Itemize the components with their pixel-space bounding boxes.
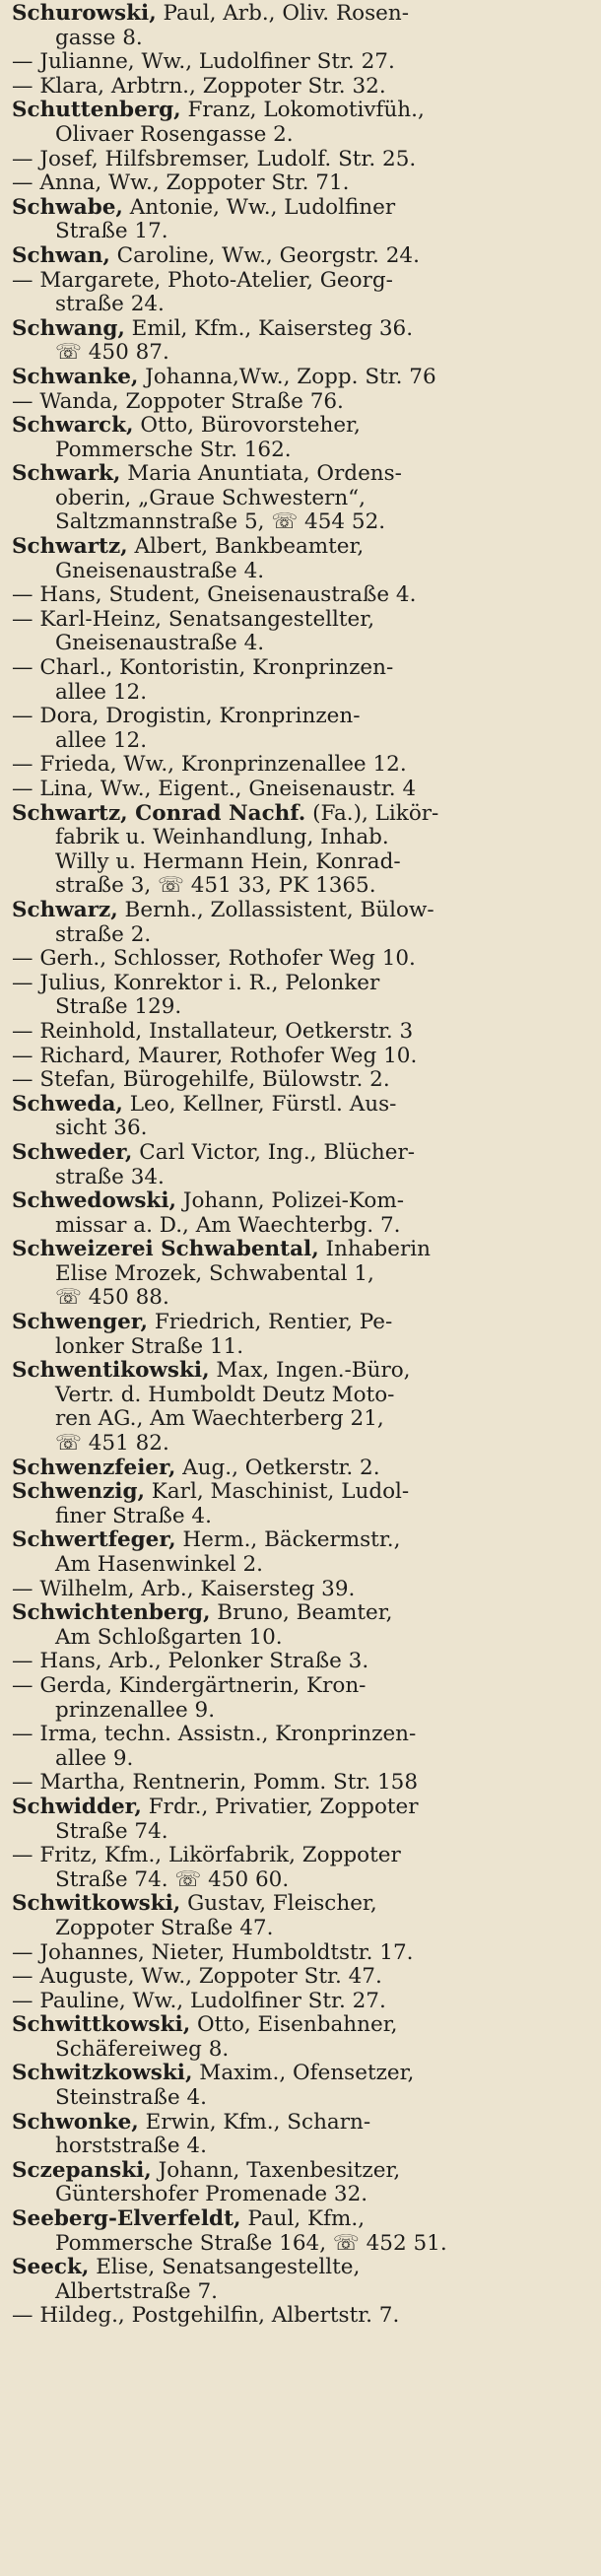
entry-continuation-line: Straße 129. xyxy=(55,994,182,1020)
entry-details: — Hans, Student, Gneisenaustraße 4. xyxy=(12,582,417,608)
entry-continuation-line: Vertr. d. Humboldt Deutz Moto- xyxy=(55,1382,395,1407)
entry-first-line xyxy=(12,753,587,778)
entry-first-line xyxy=(12,778,587,802)
entry-details: Paul, Arb., Oliv. Rosen- xyxy=(156,1,409,26)
entry-details: Friedrich, Rentier, Pe- xyxy=(148,1310,393,1335)
entry-continuation-line: allee 12. xyxy=(55,727,148,753)
directory-entry xyxy=(12,1093,587,1141)
directory-entry xyxy=(12,1844,587,1892)
directory-entry xyxy=(12,1068,587,1093)
entry-first-line xyxy=(12,608,587,633)
entry-first-line xyxy=(12,1601,587,1626)
entry-first-line xyxy=(12,75,587,100)
directory-entry xyxy=(12,1020,587,1045)
entry-continuation-line: Straße 17. xyxy=(55,219,168,244)
entry-details: Johann, Taxenbesitzer, xyxy=(151,2157,401,2183)
entry-continuation-line: gasse 8. xyxy=(55,25,143,50)
entry-details: — Johannes, Nieter, Humboldtstr. 17. xyxy=(12,1939,414,1965)
directory-entry xyxy=(12,2013,587,2062)
entry-details: Johann, Polizei-Kom- xyxy=(175,1188,404,1214)
entry-continuation-line: Gneisenaustraße 4. xyxy=(55,558,265,583)
entry-first-line xyxy=(12,899,587,923)
entry-surname: Schweizerei Schwabental, xyxy=(12,1237,319,1262)
entry-details: Caroline, Ww., Georgstr. 24. xyxy=(109,242,420,268)
entry-surname: Schwanke, xyxy=(12,364,139,389)
entry-surname: Schwonke, xyxy=(12,2109,139,2135)
entry-surname: Schwan, xyxy=(12,242,110,268)
entry-details: — Julianne, Ww., Ludolfiner Str. 27. xyxy=(12,49,395,75)
directory-entry xyxy=(12,583,587,608)
entry-details: Bernh., Zollassistent, Bülow- xyxy=(117,897,434,922)
entry-continuation-line: Elise Mrozek, Schwabental 1, xyxy=(55,1260,374,1286)
directory-entry xyxy=(12,1892,587,1940)
entry-first-line xyxy=(12,535,587,560)
entry-first-line xyxy=(12,2256,587,2280)
directory-entry xyxy=(12,1480,587,1528)
entry-first-line xyxy=(12,1020,587,1045)
entry-first-line xyxy=(12,2111,587,2135)
directory-entry xyxy=(12,244,587,269)
entry-first-line xyxy=(12,317,587,342)
directory-entry xyxy=(12,972,587,1020)
entry-first-line xyxy=(12,244,587,269)
entry-first-line xyxy=(12,1650,587,1674)
entry-first-line xyxy=(12,583,587,608)
entry-first-line xyxy=(12,802,587,827)
entry-first-line xyxy=(12,972,587,996)
directory-entry xyxy=(12,2111,587,2159)
directory-entry xyxy=(12,1528,587,1577)
entry-surname: Schwitkowski, xyxy=(12,1891,181,1917)
entry-details: — Klara, Arbtrn., Zoppoter Str. 32. xyxy=(12,73,386,99)
entry-details: — Gerh., Schlosser, Rothofer Weg 10. xyxy=(12,946,416,972)
entry-first-line xyxy=(12,656,587,681)
entry-continuation-line: Steinstraße 4. xyxy=(55,2085,208,2111)
entry-surname: Schwarck, xyxy=(12,413,134,439)
directory-entry xyxy=(12,802,587,899)
entry-continuation-line: Güntershofer Promenade 32. xyxy=(55,2182,368,2207)
entry-details: Emil, Kfm., Kaisersteg 36. xyxy=(124,315,414,341)
directory-entry xyxy=(12,1650,587,1674)
entry-surname: Schwenzig, xyxy=(12,1479,145,1505)
entry-details: — Gerda, Kindergärtnerin, Kron- xyxy=(12,1672,367,1698)
entry-surname: Schwartz, Conrad Nachf. xyxy=(12,800,306,826)
entry-first-line xyxy=(12,1796,587,1820)
entry-details: Max, Ingen.-Büro, xyxy=(209,1358,411,1384)
directory-entry xyxy=(12,2159,587,2207)
directory-entry xyxy=(12,753,587,778)
entry-details: Otto, Eisenbahner, xyxy=(190,2012,398,2038)
entry-details: — Reinhold, Installateur, Oetkerstr. 3 xyxy=(12,1018,414,1044)
entry-details: — Karl-Heinz, Senatsangestellter, xyxy=(12,606,375,632)
entry-details: Aug., Oetkerstr. 2. xyxy=(175,1455,380,1480)
entry-details: — Hans, Arb., Pelonker Straße 3. xyxy=(12,1649,369,1674)
directory-entry xyxy=(12,2304,587,2329)
entry-details: Carl Victor, Ing., Blücher- xyxy=(132,1139,416,1165)
entry-details: Bruno, Beamter, xyxy=(210,1600,393,1626)
entry-first-line xyxy=(12,1578,587,1602)
entry-first-line xyxy=(12,1238,587,1262)
entry-first-line xyxy=(12,2304,587,2329)
directory-entry xyxy=(12,656,587,705)
directory-entry xyxy=(12,1796,587,1844)
entry-first-line xyxy=(12,171,587,196)
directory-entry xyxy=(12,899,587,947)
entry-details: Maria Anuntiata, Ordens- xyxy=(120,461,402,487)
entry-first-line xyxy=(12,50,587,75)
directory-entry xyxy=(12,269,587,317)
entry-details: Paul, Kfm., xyxy=(240,2206,366,2232)
entry-surname: Schweda, xyxy=(12,1091,123,1117)
entry-surname: Schuttenberg, xyxy=(12,98,181,123)
entry-details: Otto, Bürovorsteher, xyxy=(133,413,361,439)
entry-details: Maxim., Ofensetzer, xyxy=(192,2061,415,2086)
directory-entry xyxy=(12,778,587,802)
entry-continuation-line: Zoppoter Straße 47. xyxy=(55,1915,274,1940)
entry-details: Erwin, Kfm., Scharn- xyxy=(138,2109,371,2135)
entry-first-line xyxy=(12,1965,587,1990)
entry-details: Frdr., Privatier, Zoppoter xyxy=(141,1794,419,1819)
directory-entry xyxy=(12,390,587,415)
entry-surname: Seeck, xyxy=(12,2255,90,2280)
entry-surname: Schwitzkowski, xyxy=(12,2061,193,2086)
entry-continuation-line: straße 3, ☏ 451 33, PK 1365. xyxy=(55,873,376,899)
entry-first-line xyxy=(12,1723,587,1747)
entry-surname: Schwichtenberg, xyxy=(12,1600,211,1626)
entry-first-line xyxy=(12,2207,587,2232)
directory-entry xyxy=(12,148,587,172)
entry-surname: Schwentikowski, xyxy=(12,1358,210,1384)
entry-continuation-line: Schäfereiweg 8. xyxy=(55,2036,230,2062)
directory-entry xyxy=(12,1045,587,1069)
directory-entry xyxy=(12,171,587,196)
entry-first-line xyxy=(12,1359,587,1384)
directory-entry xyxy=(12,99,587,147)
directory-column xyxy=(12,2,587,2329)
directory-entry xyxy=(12,1723,587,1771)
entry-details: Gustav, Fleischer, xyxy=(180,1891,377,1917)
entry-details: — Frieda, Ww., Kronprinzenallee 12. xyxy=(12,752,407,778)
entry-first-line xyxy=(12,1844,587,1868)
entry-details: — Hildeg., Postgehilfin, Albertstr. 7. xyxy=(12,2303,400,2329)
directory-entry xyxy=(12,1941,587,1966)
directory-entry xyxy=(12,462,587,535)
entry-details: (Fa.), Likör- xyxy=(305,800,439,826)
directory-entry xyxy=(12,1457,587,1481)
directory-entry xyxy=(12,196,587,244)
entry-continuation-line: Gneisenaustraße 4. xyxy=(55,631,265,656)
entry-first-line xyxy=(12,1141,587,1166)
entry-surname: Schwittkowski, xyxy=(12,2012,191,2038)
entry-details: — Charl., Kontoristin, Kronprinzen- xyxy=(12,655,394,681)
directory-entry xyxy=(12,1990,587,2014)
entry-first-line xyxy=(12,1528,587,1553)
directory-entry xyxy=(12,1311,587,1359)
directory-entry xyxy=(12,2207,587,2256)
directory-entry xyxy=(12,1189,587,1238)
entry-continuation-line: fabrik u. Weinhandlung, Inhab. xyxy=(55,825,389,850)
entry-details: — Wanda, Zoppoter Straße 76. xyxy=(12,388,344,414)
entry-details: — Fritz, Kfm., Likörfabrik, Zoppoter xyxy=(12,1843,401,1868)
entry-first-line xyxy=(12,366,587,390)
entry-first-line xyxy=(12,1189,587,1214)
entry-details: Elise, Senatsangestellte, xyxy=(89,2255,361,2280)
directory-entry xyxy=(12,1601,587,1650)
entry-continuation-line: sicht 36. xyxy=(55,1116,148,1141)
entry-continuation-line: Saltzmannstraße 5, ☏ 454 52. xyxy=(55,509,386,535)
entry-details: — Julius, Konrektor i. R., Pelonker xyxy=(12,970,380,995)
entry-first-line xyxy=(12,269,587,294)
entry-continuation-line: ☏ 450 88. xyxy=(55,1285,169,1311)
entry-first-line xyxy=(12,947,587,972)
entry-first-line xyxy=(12,1068,587,1093)
entry-surname: Schweder, xyxy=(12,1139,133,1165)
entry-continuation-line: Pommersche Str. 162. xyxy=(55,437,292,462)
entry-first-line xyxy=(12,414,587,439)
entry-details: — Margarete, Photo-Atelier, Georg- xyxy=(12,267,393,293)
entry-details: — Auguste, Ww., Zoppoter Str. 47. xyxy=(12,1964,382,1990)
entry-first-line xyxy=(12,1457,587,1481)
entry-surname: Schwark, xyxy=(12,461,121,487)
entry-continuation-line: Am Hasenwinkel 2. xyxy=(55,1552,264,1577)
entry-details: — Josef, Hilfsbremser, Ludolf. Str. 25. xyxy=(12,146,417,171)
entry-continuation-line: Olivaer Rosengasse 2. xyxy=(55,121,294,147)
entry-first-line xyxy=(12,390,587,415)
entry-continuation-line: allee 9. xyxy=(55,1745,134,1771)
entry-surname: Schwabe, xyxy=(12,194,123,220)
entry-continuation-line: straße 2. xyxy=(55,921,152,947)
entry-details: — Martha, Rentnerin, Pomm. Str. 158 xyxy=(12,1770,419,1796)
entry-first-line xyxy=(12,2159,587,2184)
directory-entry xyxy=(12,414,587,462)
entry-surname: Schurowski, xyxy=(12,1,157,26)
entry-details: Herm., Bäckermstr., xyxy=(175,1527,401,1553)
entry-details: — Irma, techn. Assistn., Kronprinzen- xyxy=(12,1722,417,1747)
entry-continuation-line: straße 34. xyxy=(55,1164,165,1189)
directory-entry xyxy=(12,1578,587,1602)
entry-continuation-line: oberin, „Graue Schwestern“, xyxy=(55,485,367,510)
entry-details: Franz, Lokomotivfüh., xyxy=(180,98,425,123)
entry-details: Albert, Bankbeamter, xyxy=(127,534,365,560)
directory-entry xyxy=(12,2256,587,2304)
entry-surname: Schwertfeger, xyxy=(12,1527,176,1553)
entry-continuation-line: Am Schloßgarten 10. xyxy=(55,1624,283,1650)
entry-first-line xyxy=(12,2062,587,2086)
entry-continuation-line: missar a. D., Am Waechterbg. 7. xyxy=(55,1212,401,1238)
entry-details: Johanna,Ww., Zopp. Str. 76 xyxy=(138,364,436,389)
entry-first-line xyxy=(12,1771,587,1796)
entry-continuation-line: finer Straße 4. xyxy=(55,1503,212,1528)
entry-details: — Stefan, Bürogehilfe, Bülowstr. 2. xyxy=(12,1067,390,1093)
entry-continuation-line: ☏ 450 87. xyxy=(55,340,169,366)
entry-first-line xyxy=(12,462,587,487)
entry-surname: Schwenger, xyxy=(12,1310,149,1335)
directory-entry xyxy=(12,1674,587,1723)
entry-continuation-line: ☏ 451 82. xyxy=(55,1431,169,1457)
entry-first-line xyxy=(12,1045,587,1069)
entry-surname: Seeberg-Elverfeldt, xyxy=(12,2206,241,2232)
directory-entry xyxy=(12,50,587,75)
entry-first-line xyxy=(12,2013,587,2038)
entry-details: Leo, Kellner, Fürstl. Aus- xyxy=(122,1091,397,1117)
entry-continuation-line: Albertstraße 7. xyxy=(55,2278,219,2304)
entry-first-line xyxy=(12,1892,587,1917)
entry-first-line xyxy=(12,1990,587,2014)
entry-surname: Sczepanski, xyxy=(12,2157,152,2183)
directory-entry xyxy=(12,535,587,583)
entry-details: — Dora, Drogistin, Kronprinzen- xyxy=(12,704,361,729)
entry-surname: Schwidder, xyxy=(12,1794,142,1819)
entry-details: — Pauline, Ww., Ludolfiner Str. 27. xyxy=(12,1988,386,2013)
entry-first-line xyxy=(12,2,587,27)
entry-details: Karl, Maschinist, Ludol- xyxy=(144,1479,410,1505)
entry-surname: Schwenzfeier, xyxy=(12,1455,176,1480)
entry-continuation-line: horststraße 4. xyxy=(55,2134,207,2159)
entry-details: — Richard, Maurer, Rothofer Weg 10. xyxy=(12,1043,418,1068)
entry-first-line xyxy=(12,1093,587,1118)
entry-surname: Schwarz, xyxy=(12,897,118,922)
directory-entry xyxy=(12,75,587,100)
directory-entry xyxy=(12,608,587,656)
entry-first-line xyxy=(12,1941,587,1966)
entry-first-line xyxy=(12,1674,587,1699)
entry-continuation-line: Willy u. Hermann Hein, Konrad- xyxy=(55,848,401,874)
entry-surname: Schwedowski, xyxy=(12,1188,176,1214)
entry-details: — Anna, Ww., Zoppoter Str. 71. xyxy=(12,170,350,196)
entry-first-line xyxy=(12,1480,587,1505)
directory-entry xyxy=(12,1141,587,1189)
entry-details: Inhaberin xyxy=(318,1237,432,1262)
entry-details: Antonie, Ww., Ludolfiner xyxy=(122,194,396,220)
entry-continuation-line: straße 24. xyxy=(55,292,165,317)
entry-surname: Schwartz, xyxy=(12,534,128,560)
directory-entry xyxy=(12,947,587,972)
directory-entry xyxy=(12,317,587,366)
entry-first-line xyxy=(12,99,587,123)
entry-continuation-line: Straße 74. ☏ 450 60. xyxy=(55,1866,290,1892)
entry-details: — Lina, Ww., Eigent., Gneisenaustr. 4 xyxy=(12,777,417,801)
entry-surname: Schwang, xyxy=(12,315,125,341)
directory-entry xyxy=(12,705,587,753)
entry-details: — Wilhelm, Arb., Kaisersteg 39. xyxy=(12,1576,356,1601)
directory-entry xyxy=(12,366,587,390)
directory-entry xyxy=(12,1771,587,1796)
entry-continuation-line: lonker Straße 11. xyxy=(55,1333,244,1359)
entry-continuation-line: allee 12. xyxy=(55,679,148,705)
entry-continuation-line: prinzenallee 9. xyxy=(55,1697,216,1723)
entry-first-line xyxy=(12,1311,587,1335)
entry-first-line xyxy=(12,148,587,172)
entry-continuation-line: Straße 74. xyxy=(55,1818,168,1844)
directory-entry xyxy=(12,1965,587,1990)
entry-continuation-line: Pommersche Straße 164, ☏ 452 51. xyxy=(55,2230,447,2256)
directory-entry xyxy=(12,2062,587,2110)
directory-entry xyxy=(12,2,587,50)
directory-entry xyxy=(12,1359,587,1456)
directory-entry xyxy=(12,1238,587,1311)
entry-continuation-line: ren AG., Am Waechterberg 21, xyxy=(55,1406,384,1432)
entry-first-line xyxy=(12,196,587,221)
entry-first-line xyxy=(12,705,587,729)
